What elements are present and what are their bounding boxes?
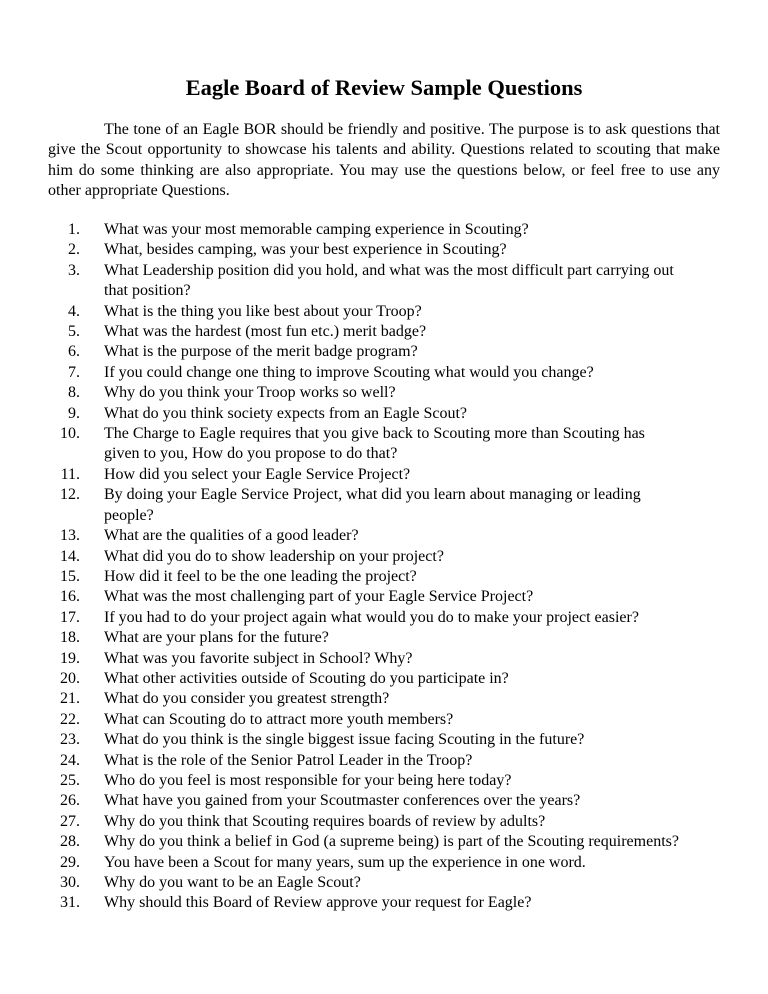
question-item [48, 322, 720, 342]
question-number: 12. [60, 486, 80, 504]
question-item [48, 240, 720, 260]
question-list [48, 220, 720, 914]
question-text: You have been a Scout for many years, sum up the experience in one word. [104, 853, 586, 871]
question-number: 30. [60, 874, 80, 891]
question-item [48, 710, 720, 730]
question-item [48, 424, 720, 465]
question-number: 2. [68, 241, 80, 259]
question-text: By doing your Eagle Service Project, what did you learn about managing or leading people? [104, 486, 641, 524]
question-item [48, 567, 720, 587]
document-title: Eagle Board of Review Sample Questions [185, 75, 583, 100]
question-number: 21. [60, 690, 80, 708]
question-text: What did you do to show leadership on your project? [104, 547, 444, 565]
question-item [48, 526, 720, 546]
question-text: If you could change one thing to improve Scouting what would you change? [104, 363, 594, 381]
question-number: 15. [60, 567, 80, 585]
question-number: 16. [60, 588, 80, 606]
question-item [48, 751, 720, 771]
question-item [48, 608, 720, 628]
question-text: What Leadership position did you hold, and what was the most difficult part carrying out that position? [104, 261, 674, 300]
question-text: What was your most memorable camping experience in Scouting? [104, 221, 529, 238]
question-text: What is the role of the Senior Patrol Leader in the Troop? [104, 751, 473, 769]
question-number: 8. [68, 384, 80, 402]
question-number: 4. [68, 302, 80, 320]
question-item [48, 342, 720, 362]
question-text: What other activities outside of Scouting do you participate in? [104, 669, 509, 687]
question-text: What is the purpose of the merit badge program? [104, 343, 418, 361]
question-item [48, 853, 720, 873]
question-item [48, 302, 720, 322]
question-text: Why should this Board of Review approve your request for Eagle? [104, 894, 532, 912]
question-number: 9. [68, 404, 80, 422]
question-text: What was you favorite subject in School? Why? [104, 649, 413, 667]
question-number: 18. [60, 629, 80, 647]
question-number: 5. [68, 323, 80, 341]
question-number: 7. [68, 363, 80, 381]
question-number: 10. [60, 425, 80, 443]
question-item [48, 791, 720, 811]
question-number: 1. [68, 221, 80, 238]
question-text: How did you select your Eagle Service Project? [104, 465, 411, 483]
question-number: 24. [60, 751, 80, 769]
question-text: Why do you think your Troop works so well? [104, 384, 396, 402]
question-text: If you had to do your project again what would you do to make your project easier? [104, 608, 639, 626]
question-number: 14. [60, 547, 80, 565]
question-text: What have you gained from your Scoutmaster conferences over the years? [104, 792, 581, 810]
question-text: What do you think society expects from an Eagle Scout? [104, 404, 468, 422]
question-item [48, 587, 720, 607]
question-item [48, 465, 720, 485]
question-item [48, 669, 720, 689]
question-text: What is the thing you like best about your Troop? [104, 302, 422, 320]
question-number: 23. [60, 731, 80, 749]
question-text: Why do you think a belief in God (a supreme being) is part of the Scouting requirements? [104, 833, 679, 851]
question-item [48, 363, 720, 383]
question-item [48, 404, 720, 424]
question-item [48, 771, 720, 791]
question-item [48, 730, 720, 750]
question-item [48, 628, 720, 648]
question-number: 31. [60, 894, 80, 912]
question-item [48, 485, 720, 526]
intro-paragraph: The tone of an Eagle BOR should be friendly and positive. The purpose is to ask questions that give the Scout opportunity to showcase his talents and ability. Questions related to scouting that make him do some thinking are also appropriate. You may use the questions below, or feel free to use any other appropriate Questions. [48, 121, 720, 200]
question-item [48, 261, 720, 302]
question-number: 19. [60, 649, 80, 667]
question-number: 29. [60, 853, 80, 871]
question-number: 3. [68, 261, 80, 279]
question-item [48, 689, 720, 709]
question-text: What, besides camping, was your best experience in Scouting? [104, 241, 507, 259]
question-item [48, 547, 720, 567]
question-text: Why do you want to be an Eagle Scout? [104, 874, 361, 891]
question-item [48, 383, 720, 403]
question-number: 6. [68, 343, 80, 361]
question-text: What are the qualities of a good leader? [104, 527, 359, 545]
question-number: 11. [60, 465, 80, 483]
question-number: 27. [60, 812, 80, 830]
question-item [48, 893, 720, 913]
question-text: What do you consider you greatest strength? [104, 690, 390, 708]
question-number: 26. [60, 792, 80, 810]
question-number: 28. [60, 833, 80, 851]
question-text: How did it feel to be the one leading the project? [104, 567, 417, 585]
question-text: What was the hardest (most fun etc.) merit badge? [104, 323, 427, 341]
question-text: Who do you feel is most responsible for your being here today? [104, 771, 512, 789]
question-number: 25. [60, 771, 80, 789]
question-text: What do you think is the single biggest issue facing Scouting in the future? [104, 731, 585, 749]
question-text: What are your plans for the future? [104, 629, 329, 647]
question-text: Why do you think that Scouting requires boards of review by adults? [104, 812, 546, 830]
question-number: 20. [60, 669, 80, 687]
question-number: 22. [60, 710, 80, 728]
question-text: What can Scouting do to attract more youth members? [104, 710, 454, 728]
question-item [48, 220, 720, 240]
question-item [48, 649, 720, 669]
question-text: What was the most challenging part of your Eagle Service Project? [104, 588, 534, 606]
question-item [48, 812, 720, 832]
question-number: 13. [60, 527, 80, 545]
question-number: 17. [60, 608, 80, 626]
question-item [48, 832, 720, 852]
question-item [48, 873, 720, 893]
question-text: The Charge to Eagle requires that you give back to Scouting more than Scouting has given to you, How do you propose to do that? [104, 425, 645, 463]
